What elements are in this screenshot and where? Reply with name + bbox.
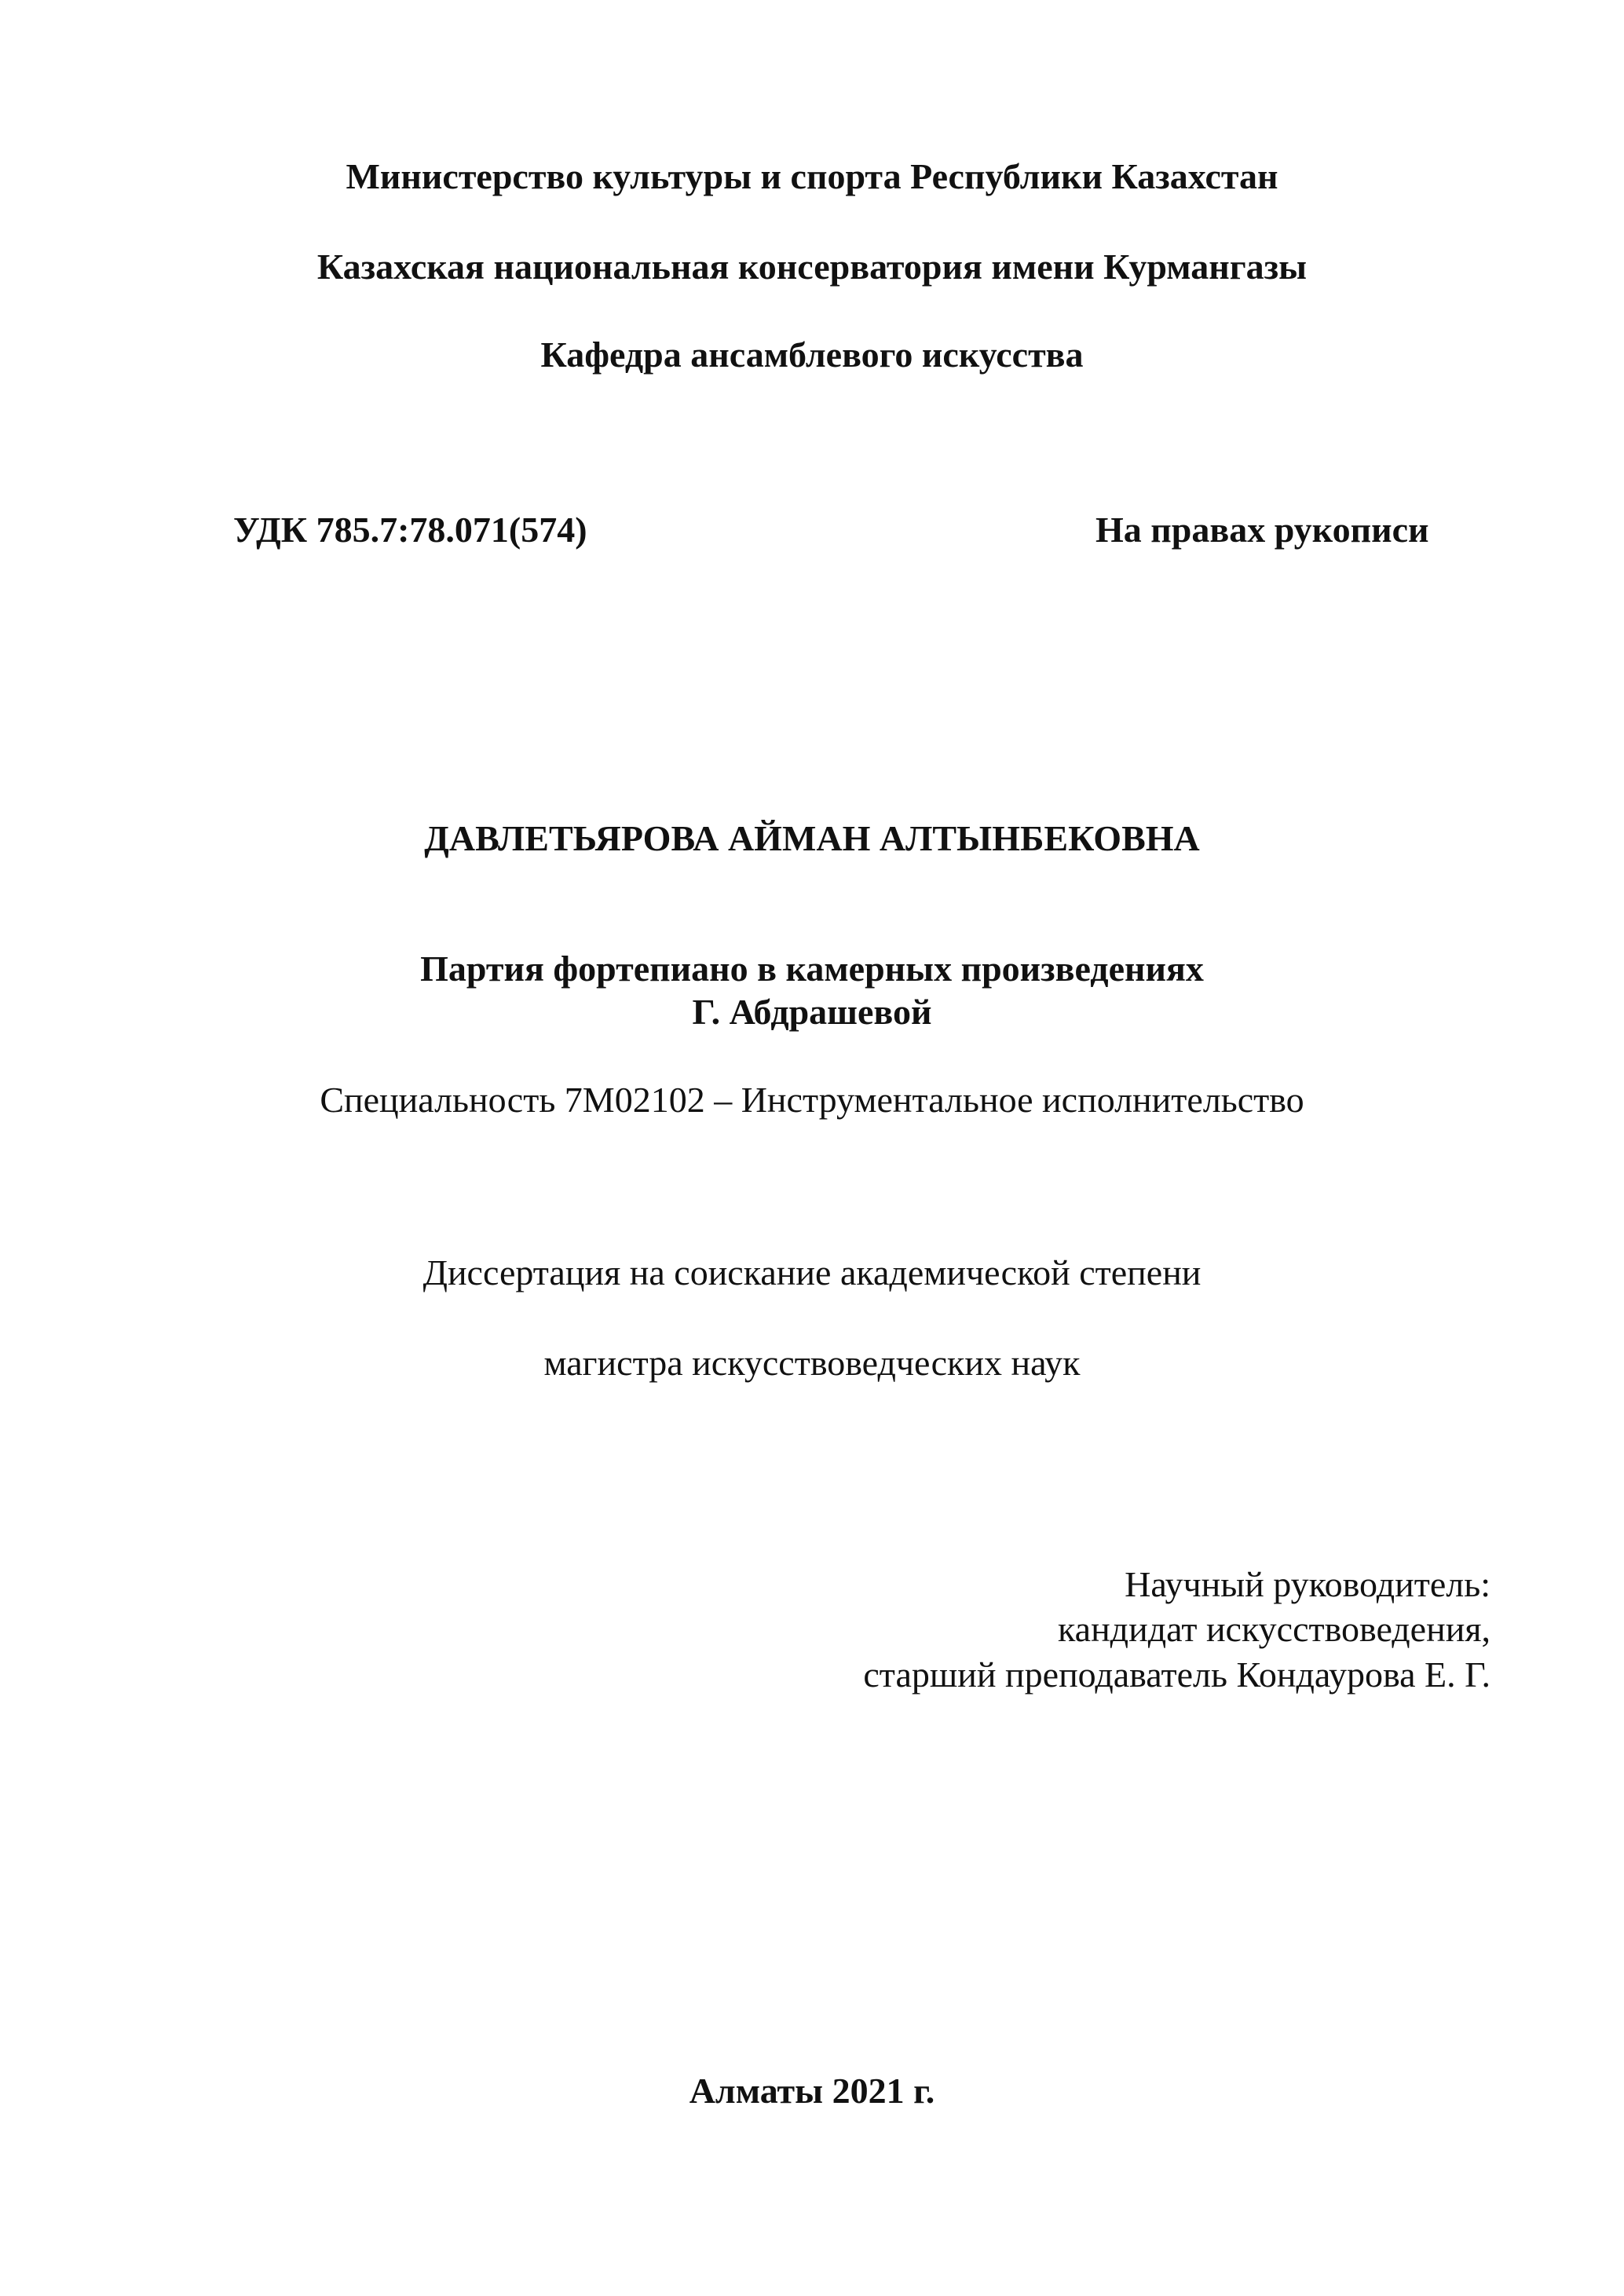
degree-statement-line-1: Диссертация на соискание академической степени	[422, 1252, 1202, 1292]
city-year: Алматы 2021 г.	[689, 2071, 935, 2111]
degree-statement-line-2: магистра искусствоведческих наук	[543, 1343, 1081, 1383]
dissertation-title-line-2: Г. Абдрашевой	[692, 992, 932, 1032]
manuscript-rights-note: На правах рукописи	[1095, 510, 1429, 550]
conservatory-heading: Казахская национальная консерватория имени Курмангазы	[316, 247, 1308, 287]
udk-code: УДК 785.7:78.071(574)	[233, 510, 587, 550]
ministry-heading: Министерство культуры и спорта Республики Казахстан	[346, 156, 1278, 196]
department-heading: Кафедра ансамблевого искусства	[540, 335, 1084, 375]
author-name: ДАВЛЕТЬЯРОВА АЙМАН АЛТЫНБЕКОВНА	[424, 818, 1200, 858]
specialty-line: Специальность 7M02102 – Инструментальное исполнительство	[320, 1080, 1304, 1120]
supervisor-name: старший преподаватель Кондаурова Е. Г.	[863, 1654, 1490, 1695]
supervisor-degree: кандидат искусствоведения,	[1058, 1609, 1490, 1649]
supervisor-label: Научный руководитель:	[1125, 1564, 1490, 1604]
dissertation-title-line-1: Партия фортепиано в камерных произведениях	[420, 949, 1204, 989]
